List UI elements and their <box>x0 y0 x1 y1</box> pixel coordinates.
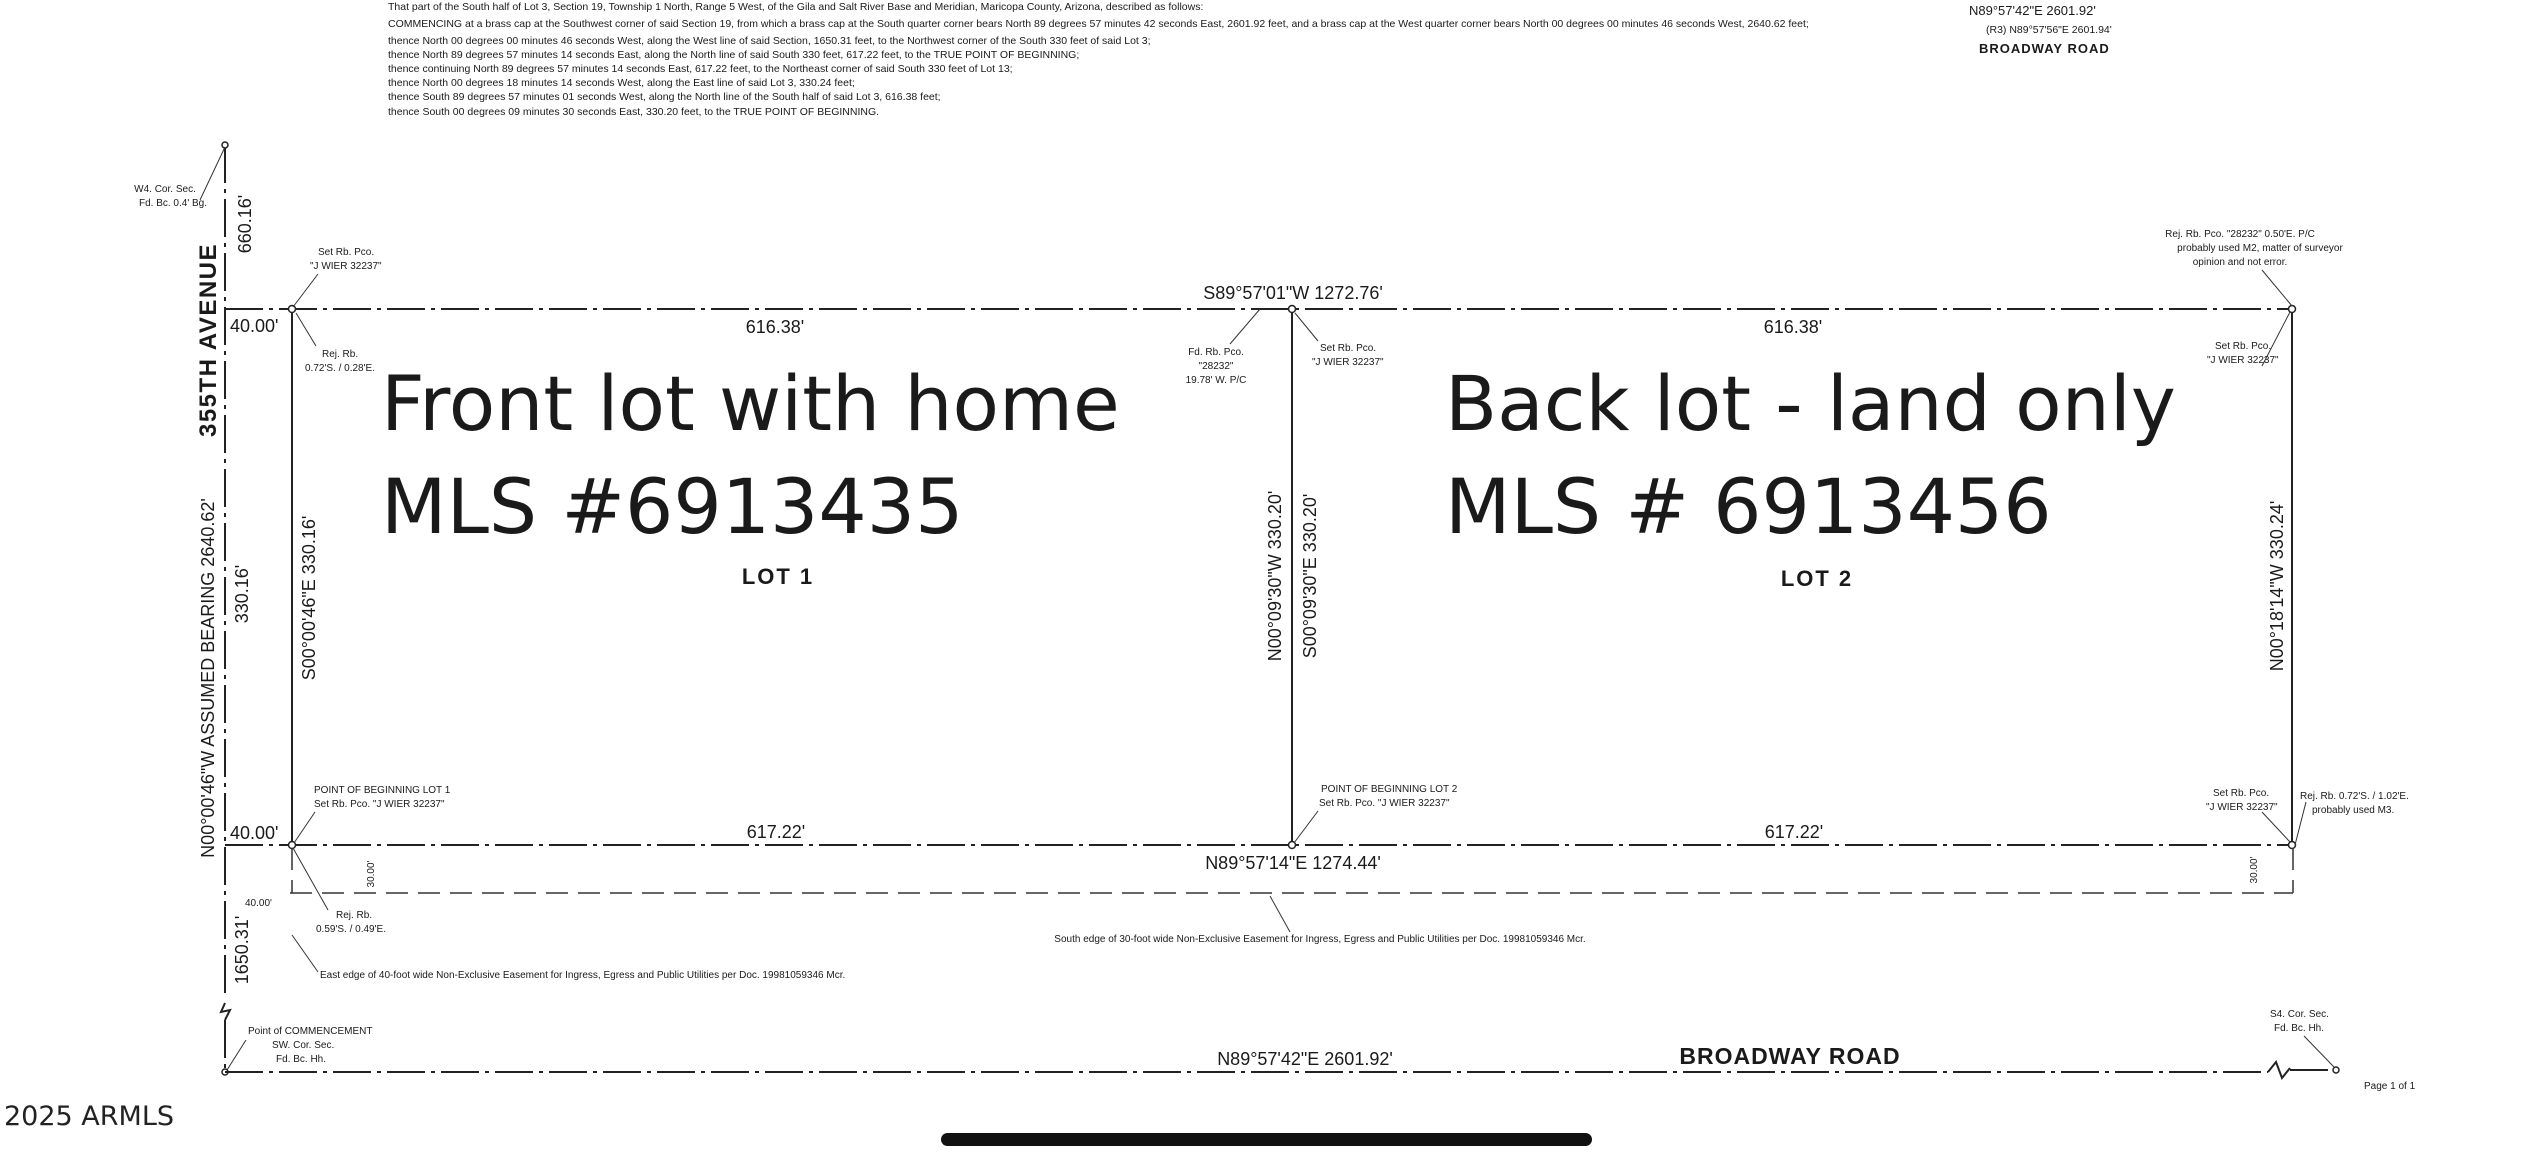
north-left-distance: 616.38' <box>745 317 805 337</box>
back-lot-title: Back lot - land only <box>1445 359 2176 448</box>
legal-line: thence North 89 degrees 57 minutes 14 seconds East, along the North line of said South 330 feet, 617.22 feet, to the TRUE POINT OF BEGINNING; <box>388 49 1080 61</box>
svg-text:Rej. Rb.: Rej. Rb. <box>322 349 359 360</box>
pob-lot2-note <box>1294 784 1458 843</box>
header-record-bearing: (R3) N89°57'56"E 2601.94' <box>1986 24 2112 36</box>
svg-text:POINT OF BEGINNING LOT 1: POINT OF BEGINNING LOT 1 <box>314 785 451 796</box>
mid-line-bearing-b: S00°09'30"E 330.20' <box>1300 493 1320 659</box>
legal-line: That part of the South half of Lot 3, Section 19, Township 1 North, Range 5 West, of the Gila and Salt River Base and Meridian, Maricopa County, Arizona, described as follows: <box>388 1 1204 13</box>
svg-text:Fd. Bc. Hh.: Fd. Bc. Hh. <box>276 1054 327 1065</box>
svg-text:S4. Cor. Sec.: S4. Cor. Sec. <box>2270 1009 2329 1020</box>
legal-line: thence continuing North 89 degrees 57 minutes 14 seconds East, 617.22 feet, to the Northeast corner of said South 330 feet of Lot 13; <box>388 63 1013 75</box>
svg-text:Fd. Bc. Hh.: Fd. Bc. Hh. <box>2274 1023 2325 1034</box>
mid-line-bearing-a: N00°09'30"W 330.20' <box>1265 490 1285 662</box>
legal-line: COMMENCING at a brass cap at the Southwest corner of said Section 19, from which a brass cap at the South quarter corner bears North 89 degrees 57 minutes 42 seconds East, 2601.92 feet, and a brass cap at the West quarter corner bears North 00 degrees 00 minutes 46 seconds West, 2640.62 feet; <box>388 18 1809 30</box>
svg-text:Fd. Bc. 0.4' Bg.: Fd. Bc. 0.4' Bg. <box>138 198 208 209</box>
svg-text:opinion and not error.: opinion and not error. <box>2192 257 2288 268</box>
legal-line: thence South 00 degrees 09 minutes 30 seconds East, 330.20 feet, to the TRUE POINT OF BEGINNING. <box>388 106 880 118</box>
west-upper-distance: 660.16' <box>235 194 255 254</box>
south-line-bearing: N89°57'14"E 1274.44' <box>1205 853 1381 873</box>
nw-set-note <box>293 247 382 307</box>
lot2-label: LOT 2 <box>1780 566 1854 591</box>
south-left-distance: 617.22' <box>746 822 806 842</box>
svg-text:South edge of 30-foot wide Non: South edge of 30-foot wide Non-Exclusive Easement for Ingress, Egress and Public Utilities per Doc. 19981059346 Mcr. <box>1054 934 1586 945</box>
offset-easement: 40.00' <box>245 898 272 909</box>
svg-text:Point of COMMENCEMENT: Point of COMMENCEMENT <box>248 1026 373 1037</box>
w4-corner-note <box>134 147 225 209</box>
svg-text:Set Rb. Pco.: Set Rb. Pco. <box>318 247 375 258</box>
se-rej-note <box>2295 791 2409 845</box>
home-indicator-bar[interactable] <box>941 1133 1592 1146</box>
lot2-east-bearing: N00°18'14"W 330.24' <box>2267 500 2287 672</box>
legal-line: thence South 89 degrees 57 minutes 01 seconds West, along the North line of the South half of said Lot 3, 616.38 feet; <box>388 91 941 103</box>
south-right-distance: 617.22' <box>1764 822 1824 842</box>
svg-text:probably used M2, matter of su: probably used M2, matter of surveyor <box>2177 243 2343 254</box>
svg-text:0.72'S. / 0.28'E.: 0.72'S. / 0.28'E. <box>305 363 375 374</box>
se-set-note <box>2206 788 2290 842</box>
svg-text:probably used M3.: probably used M3. <box>2312 805 2395 816</box>
ne-set-note <box>2207 312 2290 366</box>
west-lower-distance: 1650.31' <box>232 915 252 985</box>
offset-bottom: 40.00' <box>230 823 279 843</box>
mid-fd-note <box>1186 309 1260 386</box>
svg-text:"J WIER 32237": "J WIER 32237" <box>2206 802 2278 813</box>
svg-text:SW. Cor. Sec.: SW. Cor. Sec. <box>272 1040 335 1051</box>
header-road-label: BROADWAY ROAD <box>1979 41 2110 56</box>
north-right-distance: 616.38' <box>1763 317 1823 337</box>
easement-width-right: 30.00' <box>2249 856 2260 884</box>
svg-text:Rej. Rb.: Rej. Rb. <box>336 910 373 921</box>
svg-text:Set Rb. Pco.: Set Rb. Pco. <box>1320 343 1377 354</box>
west-mid-distance: 330.16' <box>232 564 252 624</box>
svg-text:Rej. Rb. 0.72'S. / 1.02'E.: Rej. Rb. 0.72'S. / 1.02'E. <box>2300 791 2409 802</box>
svg-text:Set Rb. Pco. "J WIER 32237": Set Rb. Pco. "J WIER 32237" <box>1319 798 1450 809</box>
legal-line: thence North 00 degrees 18 minutes 14 seconds West, along the East line of said Lot 3, 330.24 feet; <box>388 77 855 89</box>
south-easement-note <box>1054 896 1585 945</box>
header-bearing: N89°57'42"E 2601.92' <box>1969 3 2096 18</box>
svg-text:East edge of 40-foot wide Non-: East edge of 40-foot wide Non-Exclusive Easement for Ingress, Egress and Public Utilities per Doc. 19981059346 Mcr. <box>320 970 846 981</box>
copyright-notice: 2025 ARMLS <box>4 1101 175 1132</box>
nw-rej-note <box>296 313 375 374</box>
north-line-bearing: S89°57'01"W 1272.76' <box>1203 283 1383 303</box>
svg-text:POINT OF BEGINNING LOT 2: POINT OF BEGINNING LOT 2 <box>1321 784 1458 795</box>
west-assumed-bearing: N00°00'46"W ASSUMED BEARING 2640.62' <box>198 498 218 858</box>
lot1-west-bearing: S00°00'46"E 330.16' <box>299 515 319 681</box>
legal-description <box>388 1 1809 118</box>
svg-text:Rej. Rb. Pco. "28232" 0.50'E.: Rej. Rb. Pco. "28232" 0.50'E. P/C <box>2165 229 2315 240</box>
svg-text:19.78' W. P/C: 19.78' W. P/C <box>1185 375 1247 386</box>
header-right <box>1969 3 2112 56</box>
road-bearing: N89°57'42"E 2601.92' <box>1217 1049 1393 1069</box>
svg-text:Fd. Rb. Pco.: Fd. Rb. Pco. <box>1188 347 1244 358</box>
page-label: Page 1 of 1 <box>2364 1081 2416 1092</box>
east-easement-note <box>292 935 845 981</box>
svg-text:"J WIER 32237": "J WIER 32237" <box>2207 355 2279 366</box>
svg-text:"J WIER 32237": "J WIER 32237" <box>1312 357 1384 368</box>
s4-corner-note <box>2270 1009 2334 1067</box>
legal-line: thence North 00 degrees 00 minutes 46 seconds West, along the West line of said Section, 1650.31 feet, to the Northwest corner of the South 330 feet of said Lot 3; <box>388 35 1151 47</box>
pob-lot1-note <box>294 785 451 843</box>
svg-text:"28232": "28232" <box>1198 361 1234 372</box>
svg-text:"J WIER 32237": "J WIER 32237" <box>310 261 382 272</box>
front-lot-mls: MLS #6913435 <box>381 462 964 551</box>
road-label: BROADWAY ROAD <box>1679 1043 1901 1069</box>
commencement-note <box>227 1026 372 1070</box>
street-name: 355TH AVENUE <box>195 242 222 438</box>
svg-text:0.59'S. / 0.49'E.: 0.59'S. / 0.49'E. <box>316 924 386 935</box>
mid-set-note <box>1295 313 1384 368</box>
front-lot-title: Front lot with home <box>381 359 1120 448</box>
easement-width-left: 30.00' <box>366 860 377 888</box>
svg-text:W4. Cor. Sec.: W4. Cor. Sec. <box>134 184 196 195</box>
ne-rej-note <box>2165 229 2343 306</box>
svg-text:Set Rb. Pco.: Set Rb. Pco. <box>2213 788 2270 799</box>
west-section-line <box>221 142 230 1075</box>
lot1-label: LOT 1 <box>741 564 815 589</box>
offset-top: 40.00' <box>230 316 279 336</box>
back-lot-mls: MLS # 6913456 <box>1445 462 2052 551</box>
svg-text:Set Rb. Pco.: Set Rb. Pco. <box>2215 341 2272 352</box>
svg-text:Set Rb. Pco. "J WIER 32237": Set Rb. Pco. "J WIER 32237" <box>314 799 445 810</box>
